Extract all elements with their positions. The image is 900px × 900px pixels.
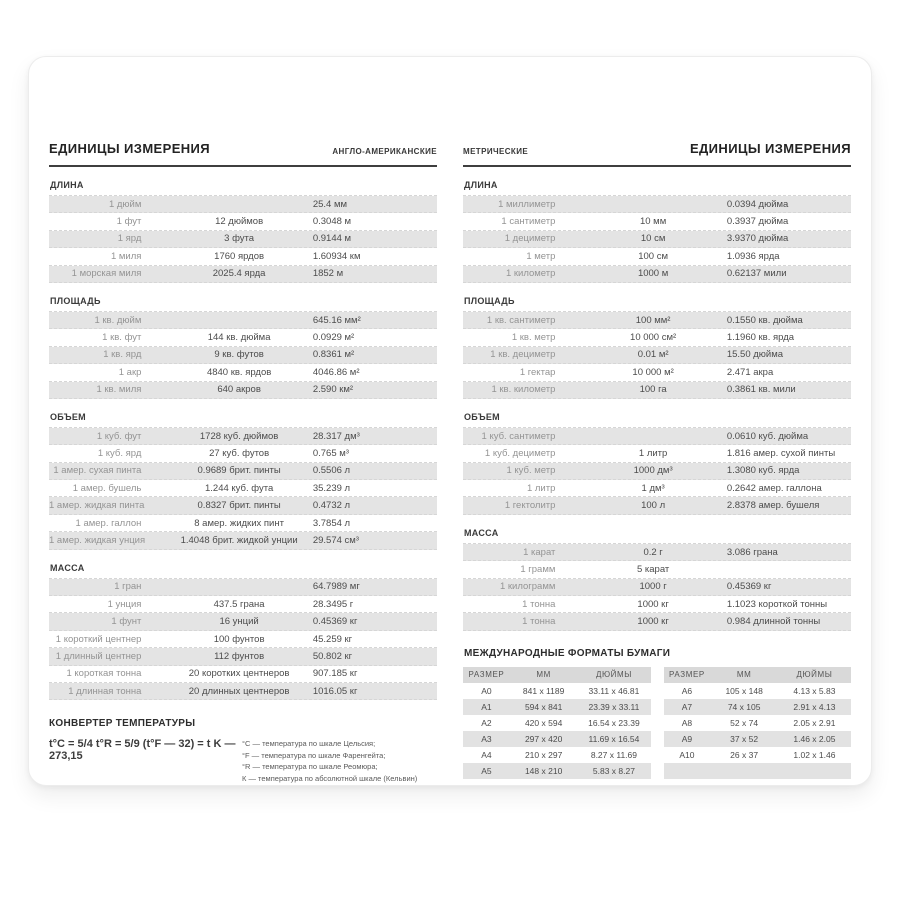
value-cell: 1.1960 кв. ярда [726, 332, 795, 344]
unit-cell: 1 унция [107, 598, 142, 610]
table-row [49, 596, 437, 613]
unit-cell: 1 кв. ярд [103, 349, 142, 361]
value-cell: 1016.05 кг [312, 685, 358, 697]
value-cell: 645.16 мм² [312, 314, 361, 326]
table-row [49, 231, 437, 248]
inches-cell: 23.39 x 33.11 [588, 701, 640, 712]
value-cell: 28.3495 г [312, 598, 354, 610]
value-cell: 45.259 кг [312, 633, 353, 645]
equivalent-cell: 100 фунтов [213, 633, 265, 645]
value-cell: 29.574 см³ [312, 534, 359, 546]
mass-table [49, 578, 437, 701]
section-label: ОБЪЕМ [464, 411, 500, 422]
paper-formats-label: МЕЖДУНАРОДНЫЕ ФОРМАТЫ БУМАГИ [464, 647, 671, 659]
equivalent-cell: 0.9689 брит. пинты [197, 465, 281, 477]
unit-cell: 1 дециметр [504, 233, 556, 245]
paper-row [463, 683, 651, 699]
size-cell: A6 [681, 685, 693, 696]
value-cell: 2.471 акра [726, 366, 774, 378]
table-row [463, 579, 851, 596]
right-page [463, 141, 851, 785]
table-row [463, 613, 851, 630]
table-row [49, 579, 437, 596]
value-cell: 0.0394 дюйма [726, 198, 789, 210]
equivalent-cell: 1 дм³ [641, 482, 665, 494]
unit-cell: 1 тонна [522, 598, 556, 610]
equivalent-cell: 27 куб. футов [209, 447, 270, 459]
paper-row [463, 699, 651, 715]
unit-cell: 1 кв. сантиметр [486, 314, 556, 326]
value-cell: 0.62137 мили [726, 268, 787, 280]
equivalent-cell: 4840 кв. ярдов [206, 366, 272, 378]
value-cell: 28.317 дм³ [312, 430, 360, 442]
temperature-note: °F — температура по шкале Фаренгейта; [242, 750, 386, 760]
inches-cell: 16.54 x 23.39 [588, 717, 640, 728]
table-row [49, 382, 437, 399]
equivalent-cell: 9 кв. футов [214, 349, 264, 361]
table-row [49, 428, 437, 445]
value-cell: 0.4732 л [312, 500, 351, 512]
size-cell: A10 [679, 749, 695, 760]
mm-header: ММ [736, 670, 752, 680]
paper-row [463, 731, 651, 747]
unit-cell: 1 куб. метр [506, 465, 556, 477]
paper-row [664, 747, 852, 763]
table-row [49, 329, 437, 346]
value-cell: 1852 м [312, 268, 344, 280]
temperature-note: °C — температура по шкале Цельсия; [242, 739, 376, 749]
table-row [49, 497, 437, 514]
equivalent-cell: 8 амер. жидких пинт [194, 517, 284, 529]
unit-cell: 1 ярд [117, 233, 142, 245]
unit-cell: 1 гектолитр [504, 500, 556, 512]
unit-cell: 1 кв. дюйм [94, 314, 142, 326]
equivalent-cell: 10 000 см² [630, 332, 677, 344]
section-mass-imperial [49, 563, 437, 701]
section-area-metric [463, 296, 851, 399]
table-row [463, 445, 851, 462]
equivalent-cell: 100 см [638, 250, 668, 262]
table-row [49, 648, 437, 665]
value-cell: 3.086 грана [726, 546, 778, 558]
paper-table-header [664, 667, 852, 683]
paper-table-rows [463, 683, 651, 779]
equivalent-cell: 20 длинных центнеров [188, 685, 290, 697]
table-row [49, 196, 437, 213]
value-cell: 3.9370 дюйма [726, 233, 789, 245]
paper-row [463, 747, 651, 763]
value-cell: 0.0929 м² [312, 332, 355, 344]
inches-cell: 4.13 x 5.83 [793, 685, 836, 696]
table-row [49, 631, 437, 648]
table-row [49, 312, 437, 329]
section-area-imperial [49, 296, 437, 399]
left-page-header [49, 141, 437, 167]
size-cell: A8 [681, 717, 693, 728]
mm-cell: 420 x 594 [524, 717, 563, 728]
value-cell: 0.45369 кг [312, 616, 358, 628]
volume-table [49, 427, 437, 550]
mm-cell: 105 x 148 [725, 685, 763, 696]
unit-cell: 1 литр [526, 482, 556, 494]
table-row [463, 266, 851, 283]
unit-cell: 1 кв. километр [491, 384, 556, 396]
section-volume-imperial [49, 412, 437, 550]
paper-table-header [463, 667, 651, 683]
page-subtitle: АНГЛО-АМЕРИКАНСКИЕ [332, 147, 437, 156]
paper-table-rows [664, 683, 852, 779]
page-spread [28, 56, 872, 786]
mass-table [463, 543, 851, 631]
length-table [463, 195, 851, 283]
inches-cell: 8.27 x 11.69 [590, 749, 638, 760]
left-page [49, 141, 437, 785]
paper-row [664, 683, 852, 699]
table-row [463, 347, 851, 364]
table-row [463, 463, 851, 480]
inches-cell: 2.05 x 2.91 [793, 717, 836, 728]
size-cell: A9 [681, 733, 693, 744]
unit-cell: 1 куб. дециметр [484, 447, 556, 459]
table-row [463, 544, 851, 561]
unit-cell: 1 акр [118, 366, 142, 378]
equivalent-cell: 3 фута [224, 233, 255, 245]
table-row [463, 382, 851, 399]
unit-cell: 1 грамм [520, 563, 556, 575]
equivalent-cell: 10 см [640, 233, 666, 245]
right-page-header [463, 141, 851, 167]
value-cell: 50.802 кг [312, 650, 353, 662]
table-row [49, 248, 437, 265]
size-cell: A0 [481, 685, 492, 696]
equivalent-cell: 437.5 грана [213, 598, 265, 610]
unit-cell: 1 миля [110, 250, 142, 262]
table-row [49, 515, 437, 532]
unit-cell: 1 миллиметр [498, 198, 556, 210]
equivalent-cell: 2025.4 ярда [212, 268, 266, 280]
unit-cell: 1 сантиметр [501, 216, 556, 228]
inches-header: ДЮЙМЫ [796, 670, 833, 680]
area-table [463, 311, 851, 399]
temperature-note: °R — температура по шкале Реомюра; [242, 762, 378, 772]
temperature-converter-body [49, 738, 437, 784]
table-row [49, 613, 437, 630]
area-table [49, 311, 437, 399]
equivalent-cell: 144 кв. дюйма [207, 332, 271, 344]
temperature-formula: t°C = 5/4 t°R = 5/9 (t°F — 32) = t K — 273,15 [49, 738, 236, 763]
table-row [463, 428, 851, 445]
inches-cell: 5.83 x 8.27 [592, 765, 635, 776]
table-row [463, 196, 851, 213]
unit-cell: 1 короткая тонна [66, 668, 142, 680]
section-label: ДЛИНА [464, 180, 498, 190]
section-label: МАССА [50, 562, 85, 573]
paper-row [664, 763, 852, 779]
section-label: ДЛИНА [50, 180, 84, 190]
value-cell: 0.45369 кг [726, 581, 772, 593]
value-cell: 0.3937 дюйма [726, 216, 789, 228]
equivalent-cell: 1760 ярдов [214, 250, 265, 262]
size-header: РАЗМЕР [468, 670, 505, 680]
unit-cell: 1 кв. миля [96, 384, 142, 396]
section-length-metric [463, 180, 851, 283]
table-row [463, 561, 851, 578]
section-length-imperial [49, 180, 437, 283]
value-cell: 0.3861 кв. мили [726, 384, 796, 396]
unit-cell: 1 дюйм [108, 198, 142, 210]
size-cell: A4 [481, 749, 492, 760]
paper-row [664, 699, 852, 715]
unit-cell: 1 куб. сантиметр [481, 430, 556, 442]
table-row [49, 445, 437, 462]
size-cell: A1 [481, 701, 492, 712]
unit-cell: 1 фунт [111, 616, 142, 628]
equivalent-cell: 0.2 г [643, 546, 663, 558]
equivalent-cell: 16 унций [219, 616, 259, 628]
temperature-notes [242, 738, 437, 784]
unit-cell: 1 амер. жидкая унция [49, 534, 146, 546]
table-row [49, 463, 437, 480]
section-label: ПЛОЩАДЬ [50, 295, 101, 306]
table-row [49, 266, 437, 283]
value-cell: 1.0936 ярда [726, 250, 780, 262]
value-cell: 15.50 дюйма [726, 349, 784, 361]
table-row [463, 312, 851, 329]
unit-cell: 1 амер. галлон [75, 517, 142, 529]
inches-cell: 33.11 x 46.81 [588, 685, 640, 696]
mm-cell: 148 x 210 [524, 765, 563, 776]
paper-formats [463, 648, 851, 779]
equivalent-cell: 1000 м [637, 268, 669, 280]
paper-table-a6-a10 [664, 667, 852, 779]
mm-cell: 210 x 297 [524, 749, 563, 760]
table-row [49, 480, 437, 497]
mm-cell: 37 x 52 [730, 733, 759, 744]
mm-cell: 297 x 420 [524, 733, 563, 744]
unit-cell: 1 метр [526, 250, 556, 262]
value-cell: 0.765 м³ [312, 447, 349, 459]
table-row [463, 329, 851, 346]
size-cell: A5 [481, 765, 492, 776]
paper-row [664, 715, 852, 731]
inches-cell: 1.46 x 2.05 [793, 733, 836, 744]
temperature-note: К — температура по абсолютной шкале (Кельвин) [242, 773, 418, 783]
unit-cell: 1 амер. жидкая пинта [49, 500, 145, 512]
value-cell: 0.984 длинной тонны [726, 616, 821, 628]
value-cell: 4046.86 м² [312, 366, 360, 378]
value-cell: 3.7854 л [312, 517, 351, 529]
value-cell: 0.2642 амер. галлона [726, 482, 822, 494]
equivalent-cell: 10 000 м² [632, 366, 674, 378]
unit-cell: 1 гран [114, 581, 142, 593]
page-subtitle: МЕТРИЧЕСКИЕ [463, 147, 529, 156]
value-cell: 0.8361 м² [312, 349, 355, 361]
table-row [463, 480, 851, 497]
value-cell: 2.590 км² [312, 384, 354, 396]
inches-cell: 1.02 x 1.46 [793, 749, 836, 760]
unit-cell: 1 километр [505, 268, 556, 280]
mm-cell: 74 x 105 [727, 701, 761, 712]
size-cell: A2 [481, 717, 492, 728]
table-row [49, 683, 437, 700]
mm-cell: 841 x 1189 [522, 685, 565, 696]
equivalent-cell: 0.8327 брит. пинты [197, 500, 281, 512]
value-cell: 0.1550 кв. дюйма [726, 314, 803, 326]
mm-cell: 26 x 37 [730, 749, 759, 760]
inches-header: ДЮЙМЫ [595, 670, 632, 680]
equivalent-cell: 1 литр [638, 447, 668, 459]
table-row [463, 364, 851, 381]
value-cell: 1.60934 км [312, 250, 361, 262]
table-row [463, 213, 851, 230]
section-label: ОБЪЕМ [50, 411, 86, 422]
equivalent-cell: 10 мм [639, 216, 667, 228]
paper-row [463, 715, 651, 731]
section-mass-metric [463, 528, 851, 631]
equivalent-cell: 1000 кг [637, 598, 669, 610]
unit-cell: 1 куб. фут [96, 430, 142, 442]
paper-table-a0-a5 [463, 667, 651, 779]
size-cell: A3 [481, 733, 492, 744]
mm-cell: 52 x 74 [730, 717, 759, 728]
value-cell: 25.4 мм [312, 198, 348, 210]
unit-cell: 1 кв. метр [511, 332, 556, 344]
size-header: РАЗМЕР [669, 670, 705, 680]
equivalent-cell: 100 л [641, 500, 666, 512]
table-row [463, 497, 851, 514]
mm-cell: 594 x 841 [524, 701, 563, 712]
unit-cell: 1 карат [523, 546, 556, 558]
unit-cell: 1 кв. дециметр [490, 349, 556, 361]
value-cell: 0.3048 м [312, 216, 352, 228]
table-row [463, 596, 851, 613]
table-row [49, 213, 437, 230]
value-cell: 1.816 амер. сухой пинты [726, 447, 836, 459]
paper-formats-tables [463, 667, 851, 779]
unit-cell: 1 амер. бушель [72, 482, 142, 494]
unit-cell: 1 амер. сухая пинта [53, 465, 142, 477]
size-cell: A7 [681, 701, 693, 712]
length-table [49, 195, 437, 283]
value-cell: 907.185 кг [312, 668, 358, 680]
equivalent-cell: 1.244 куб. фута [204, 482, 274, 494]
value-cell: 35.239 л [312, 482, 351, 494]
value-cell: 0.0610 куб. дюйма [726, 430, 809, 442]
paper-row [463, 763, 651, 779]
inches-cell: 11.69 x 16.54 [588, 733, 640, 744]
value-cell: 0.5506 л [312, 465, 351, 477]
unit-cell: 1 длинный центнер [55, 650, 142, 662]
value-cell: 1.3080 куб. ярда [726, 465, 800, 477]
equivalent-cell: 12 дюймов [215, 216, 264, 228]
value-cell: 2.8378 амер. бушеля [726, 500, 820, 512]
unit-cell: 1 короткий центнер [55, 633, 142, 645]
temperature-converter-label: КОНВЕРТЕР ТЕМПЕРАТУРЫ [49, 718, 196, 730]
equivalent-cell: 5 карат [636, 563, 670, 575]
table-row [463, 248, 851, 265]
unit-cell: 1 гектар [519, 366, 556, 378]
equivalent-cell: 640 акров [217, 384, 261, 396]
unit-cell: 1 длинная тонна [68, 685, 142, 697]
equivalent-cell: 1000 дм³ [633, 465, 673, 477]
unit-cell: 1 морская миля [71, 268, 142, 280]
equivalent-cell: 1728 куб. дюймов [199, 430, 279, 442]
table-row [49, 666, 437, 683]
page-title: ЕДИНИЦЫ ИЗМЕРЕНИЯ [689, 141, 851, 156]
equivalent-cell: 1.4048 брит. жидкой унции [180, 534, 298, 546]
volume-table [463, 427, 851, 515]
inches-cell: 2.91 x 4.13 [793, 701, 836, 712]
equivalent-cell: 100 мм² [635, 314, 671, 326]
unit-cell: 1 тонна [522, 616, 556, 628]
value-cell: 1.1023 короткой тонны [726, 598, 828, 610]
equivalent-cell: 20 коротких центнеров [188, 668, 290, 680]
equivalent-cell: 1000 кг [637, 616, 669, 628]
table-row [49, 347, 437, 364]
section-label: МАССА [464, 527, 499, 538]
equivalent-cell: 112 фунтов [214, 650, 265, 662]
temperature-converter [49, 718, 437, 784]
page-title: ЕДИНИЦЫ ИЗМЕРЕНИЯ [49, 141, 211, 156]
unit-cell: 1 фут [116, 216, 142, 228]
section-volume-metric [463, 412, 851, 515]
value-cell: 0.9144 м [312, 233, 352, 245]
table-row [463, 231, 851, 248]
section-label: ПЛОЩАДЬ [464, 295, 515, 306]
equivalent-cell: 1000 г [639, 581, 667, 593]
paper-row [664, 731, 852, 747]
unit-cell: 1 кв. фут [102, 332, 142, 344]
unit-cell: 1 килограмм [499, 581, 556, 593]
value-cell: 64.7989 мг [312, 581, 360, 593]
equivalent-cell: 0.01 м² [637, 349, 669, 361]
table-row [49, 364, 437, 381]
unit-cell: 1 куб. ярд [97, 447, 142, 459]
equivalent-cell: 100 га [639, 384, 667, 396]
mm-header: ММ [536, 670, 551, 680]
table-row [49, 532, 437, 549]
